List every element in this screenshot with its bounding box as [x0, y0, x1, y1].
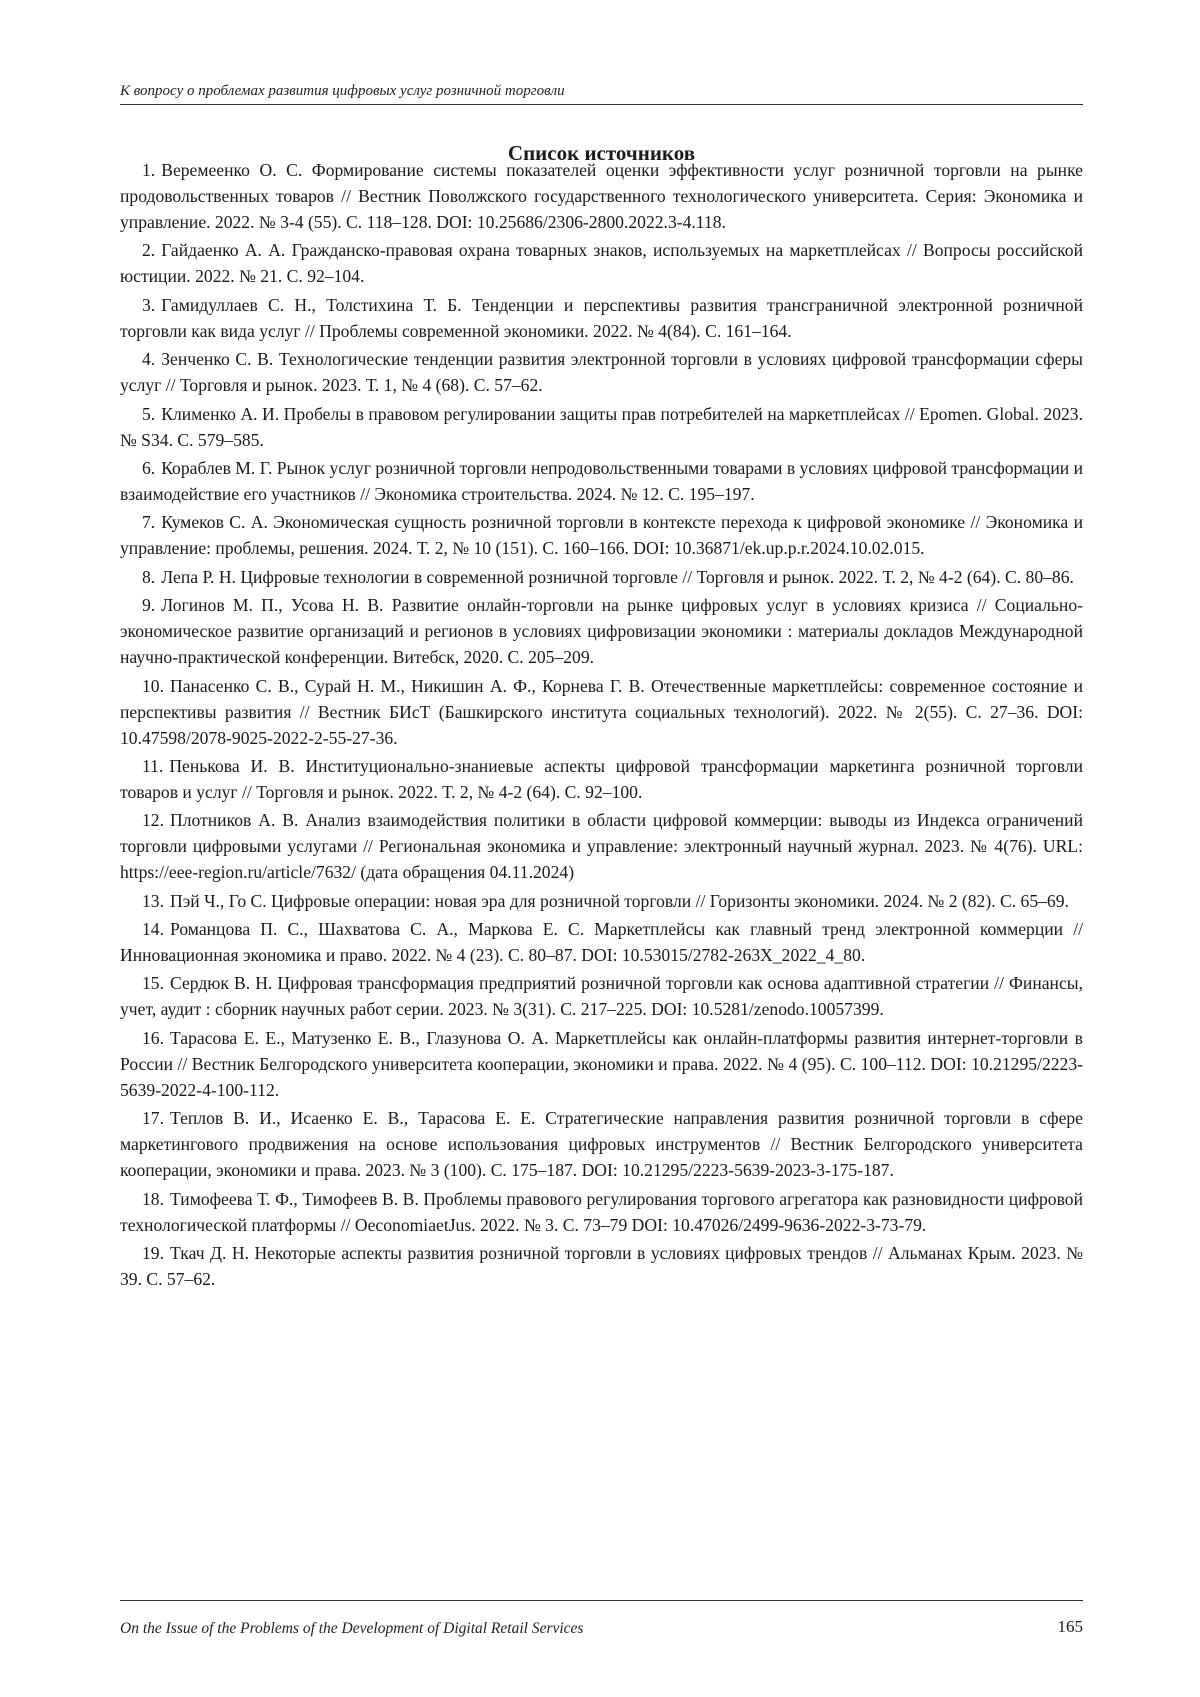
reference-number: 2. — [142, 240, 156, 261]
reference-item — [120, 509, 1083, 561]
reference-item — [120, 916, 1083, 968]
reference-number: 14. — [142, 919, 164, 940]
reference-text: Веремеенко О. С. Формирование системы показателей оценки эффективности услуг розничной торговли на рынке продовольственных товаров // Вестник Поволжского государственного технологического университета. Серия: Экономика и управление. 2022. № 3-4 (55). С. 118–128. DOI: 10.25686/2306-2800.2022.3-4.118. — [120, 160, 1083, 232]
footer-rule — [120, 1600, 1083, 1601]
reference-number: 11. — [142, 755, 164, 776]
reference-item — [120, 1186, 1083, 1238]
reference-number: 3. — [142, 294, 156, 315]
reference-item — [120, 1025, 1083, 1103]
reference-item — [120, 673, 1083, 751]
page — [120, 0, 1083, 1697]
reference-item — [120, 292, 1083, 344]
reference-text: Пенькова И. В. Институционально-знаниевые аспекты цифровой трансформации маркетинга розничной торговли товаров и услуг // Торговля и рынок. 2022. Т. 2, № 4-2 (64). С. 92–100. — [120, 755, 1083, 802]
reference-text: Кумеков С. А. Экономическая сущность розничной торговли в контексте перехода к цифровой экономике // Экономика и управление: проблемы, решения. 2024. Т. 2, № 10 (151). С. 160–166. DOI: 10.36871/ek.up.p.r.2024.10.02.015. — [120, 512, 1083, 559]
reference-text: Тарасова Е. Е., Матузенко Е. В., Глазунова О. А. Маркетплейсы как онлайн-платформы развития интернет-торговли в России // Вестник Белгородского университета кооперации, экономики и права. 2022. № 4 (95). С. 100–112. DOI: 10.21295/2223-5639-2022-4-100-112. — [120, 1027, 1083, 1100]
reference-item — [120, 237, 1083, 289]
reference-item — [120, 346, 1083, 398]
page-number: 165 — [1057, 1617, 1083, 1636]
reference-number: 4. — [142, 349, 156, 370]
reference-number: 15. — [142, 973, 164, 994]
reference-number: 6. — [142, 457, 156, 478]
reference-number: 18. — [142, 1188, 164, 1209]
reference-text: Лепа Р. Н. Цифровые технологии в современной розничной торговле // Торговля и рынок. 2022. Т. 2, № 4-2 (64). С. 80–86. — [161, 566, 1074, 587]
reference-number: 7. — [142, 512, 156, 533]
reference-item — [120, 157, 1083, 235]
reference-item — [120, 455, 1083, 507]
reference-item — [120, 592, 1083, 670]
reference-number: 17. — [142, 1108, 164, 1129]
reference-item — [120, 970, 1083, 1022]
reference-text: Романцова П. С., Шахватова С. А., Маркова Е. С. Маркетплейсы как главный тренд электронной коммерции // Инновационная экономика и право. 2022. № 4 (23). С. 80–87. DOI: 10.53015/2782-263X_2022_4_80. — [120, 919, 1083, 966]
reference-number: 9. — [142, 595, 156, 616]
reference-text: Плотников А. В. Анализ взаимодействия политики в области цифровой коммерции: выводы из Индекса ограничений торговли цифровыми услугами // Региональная экономика и управление: электронный научный журнал. 2023. № 4(76). URL: https://eee-region.ru/article/7632/ (дата обращения 04.11.2024) — [120, 810, 1083, 883]
reference-text: Пэй Ч., Го С. Цифровые операции: новая эра для розничной торговли // Горизонты экономики. 2024. № 2 (82). С. 65–69. — [170, 890, 1069, 911]
reference-text: Тимофеева Т. Ф., Тимофеев В. В. Проблемы правового регулирования торгового агрегатора как разновидности цифровой технологической платформы // OeconomiaetJus. 2022. № 3. С. 73–79 DOI: 10.47026/2499-9636-2022-3-73-79. — [120, 1188, 1083, 1235]
reference-text: Гайдаенко А. А. Гражданско-правовая охрана товарных знаков, используемых на маркетплейсах // Вопросы российской юстиции. 2022. № 21. С. 92–104. — [120, 240, 1083, 287]
reference-text: Кораблев М. Г. Рынок услуг розничной торговли непродовольственными товарами в условиях цифровой трансформации и взаимодействие его участников // Экономика строительства. 2024. № 12. С. 195–197. — [120, 457, 1083, 504]
reference-text: Панасенко С. В., Сурай Н. М., Никишин А. Ф., Корнева Г. В. Отечественные маркетплейсы: современное состояние и перспективы развития // Вестник БИсТ (Башкирского института социальных технологий). 2022. № 2(55). С. 27–36. DOI: 10.47598/2078-9025-2022-2-55-27-36. — [120, 675, 1083, 748]
reference-number: 1. — [142, 160, 156, 180]
reference-number: 16. — [142, 1027, 164, 1048]
reference-item — [120, 401, 1083, 453]
reference-list — [120, 157, 1083, 1294]
reference-item — [120, 753, 1083, 805]
reference-text: Ткач Д. Н. Некоторые аспекты развития розничной торговли в условиях цифровых трендов // Альманах Крым. 2023. № 39. С. 57–62. — [120, 1243, 1083, 1290]
reference-item — [120, 888, 1083, 914]
section-title: Список источников — [507, 141, 696, 166]
reference-text: Логинов М. П., Усова Н. В. Развитие онлайн-торговли на рынке цифровых услуг в условиях кризиса // Социально-экономическое развитие организаций и регионов в условиях цифровизации экономики : материалы докладов Международной научно-практической конференции. Витебск, 2020. С. 205–209. — [120, 595, 1083, 668]
reference-number: 8. — [142, 566, 156, 587]
reference-text: Зенченко С. В. Технологические тенденции развития электронной торговли в условиях цифровой трансформации сферы услуг // Торговля и рынок. 2023. Т. 1, № 4 (68). С. 57–62. — [120, 349, 1083, 396]
reference-text: Гамидуллаев С. Н., Толстихина Т. Б. Тенденции и перспективы развития трансграничной электронной розничной торговли как вида услуг // Проблемы современной экономики. 2022. № 4(84). С. 161–164. — [120, 294, 1083, 341]
reference-number: 13. — [142, 890, 164, 911]
reference-item — [120, 807, 1083, 885]
reference-item — [120, 1240, 1083, 1292]
reference-number: 12. — [142, 810, 164, 831]
reference-text: Сердюк В. Н. Цифровая трансформация предприятий розничной торговли как основа адаптивной стратегии // Финансы, учет, аудит : сборник научных работ серии. 2023. № 3(31). С. 217–225. DOI: 10.5281/zenodo.10057399. — [120, 973, 1083, 1020]
reference-number: 19. — [142, 1243, 164, 1264]
running-footer: On the Issue of the Problems of the Development of Digital Retail Services — [120, 1620, 584, 1637]
running-header: К вопросу о проблемах развития цифровых услуг розничной торговли — [120, 83, 565, 99]
reference-item — [120, 564, 1083, 590]
reference-text: Клименко А. И. Пробелы в правовом регулировании защиты прав потребителей на маркетплейсах // Epomen. Global. 2023. № S34. С. 579–585. — [120, 403, 1083, 450]
reference-number: 10. — [142, 675, 164, 696]
reference-text: Теплов В. И., Исаенко Е. В., Тарасова Е. Е. Стратегические направления развития розничной торговли в сфере маркетингового продвижения на основе использования цифровых инструментов // Вестник Белгородского университета кооперации, экономики и права. 2023. № 3 (100). С. 175–187. DOI: 10.21295/2223-5639-2023-3-175-187. — [120, 1108, 1083, 1181]
header-rule — [120, 104, 1083, 105]
reference-number: 5. — [142, 403, 156, 424]
reference-item — [120, 1105, 1083, 1183]
